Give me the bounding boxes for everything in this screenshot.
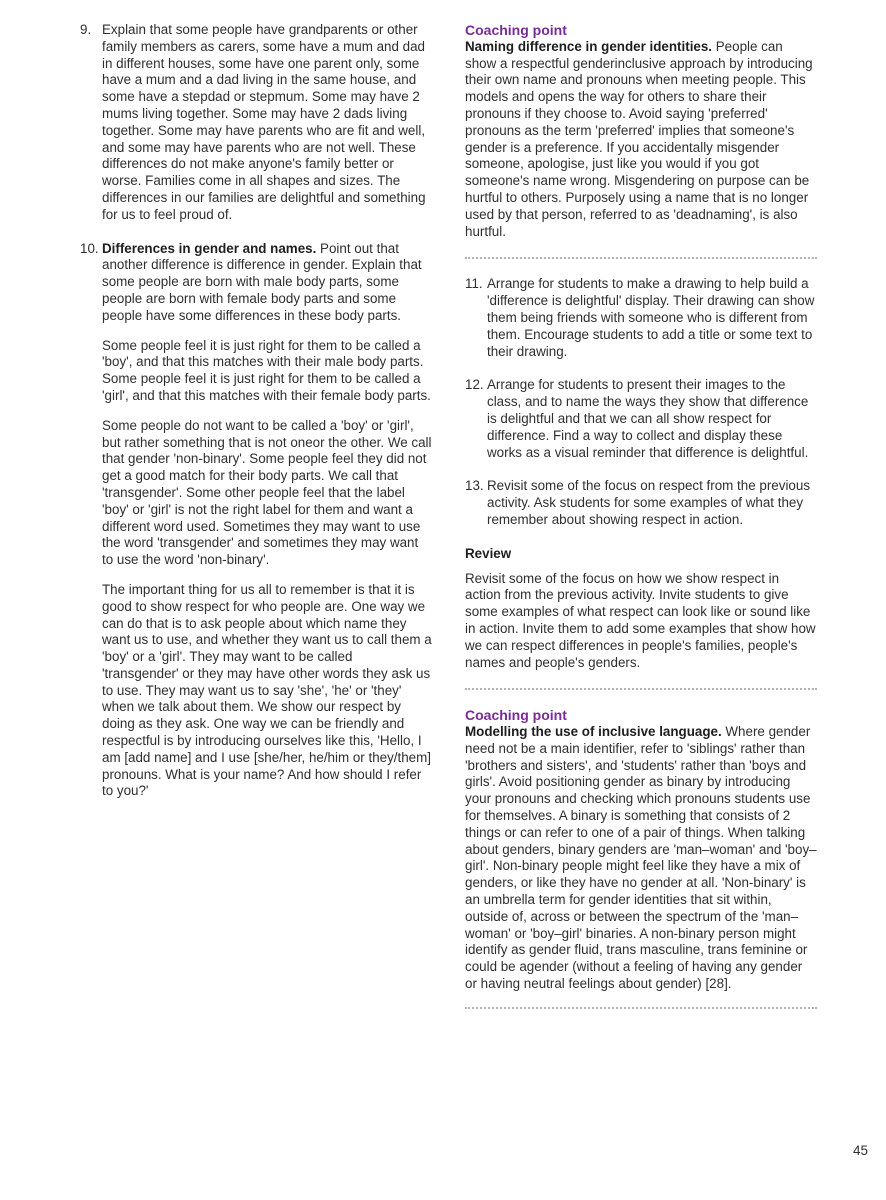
- list-item-11: [465, 276, 817, 360]
- list-item-10: [80, 241, 432, 801]
- item-paragraph-1: [102, 241, 432, 325]
- item-text: Arrange for students to make a drawing to help build a 'difference is delightful' display. Their drawing can show them being friends with someone who is different from them. Encourage students to add a title or some text to their drawing.: [487, 276, 815, 359]
- item-paragraph-3: Some people do not want to be called a 'boy' or 'girl', but rather something that is not oneor the other. We call that gender 'non-binary'. Some people feel they did not get a good match for their body parts. We call that 'transgender'. Some other people feel that the label 'boy' or 'girl' is not the right label for them and want a different word used. Sometimes they may want to use the word 'transgender' and sometimes they may want to use the word 'non-binary'.: [102, 417, 432, 568]
- coaching-point-heading: Naming difference in gender identities.: [465, 38, 713, 54]
- item-number: 12.: [465, 377, 484, 393]
- item-text: Point out that another difference is difference in gender. Explain that some people are born with male body parts, some people are born with female body parts and some people have some differences in these body parts.: [102, 240, 422, 323]
- coaching-point-body: Where gender need not be a main identifier, refer to 'siblings' rather than 'brothers and sisters', and 'students' rather than 'boys and girls'. Avoid positioning gender as binary by introducing your pronouns and checking which pronouns students use for themselves. A binary is something that consists of 2 things or can refer to one of a pair of things. When talking about genders, binary genders are 'man–woman' and 'boy–girl'. Non-binary people might feel like they have a mix of genders, or like they have no gender at all. 'Non-binary' is an umbrella term for gender identities that sit within, outside of, across or between the spectrum of the 'man–woman' or 'boy–girl' binaries. A non-binary person might identify as gender fluid, trans masculine, trans feminine or could be agender (without a feeling of having any gender or having neutral feelings about gender) [28].: [465, 724, 817, 992]
- list-item-13: [465, 478, 817, 528]
- coaching-point-text: [465, 724, 817, 993]
- item-number: 11.: [465, 276, 483, 292]
- left-column: [80, 22, 432, 817]
- coaching-point-title: Coaching point: [465, 707, 567, 724]
- list-item-9: [80, 22, 432, 224]
- page-number: 45: [852, 1143, 868, 1158]
- coaching-point-1: [465, 22, 817, 240]
- item-body: [102, 22, 432, 224]
- item-number: 13.: [465, 478, 484, 494]
- coaching-point-title: Coaching point: [465, 22, 567, 38]
- item-text: Explain that some people have grandparents or other family members as carers, some have a mum and dad in different houses, some have one parent only, some have a mum and a dad living in the same house, and some have a stepdad or stepmum. Some may have 2 mums living together. Some may have 2 dads living together. Some may have parents who are fit and well, and some may have parents who are not well. These differences do not make anyone's family better or worse. Families come in all shapes and sizes. The differences in our families are delightful and something for us to feel proud of.: [102, 22, 426, 222]
- review-text: Revisit some of the focus on how we show respect in action from the previous activity. Invite students to give some examples of what respect can look like or sound like in action. Invite them to add some examples that show how we can respect differences in people's families, people's names and people's genders.: [465, 570, 816, 670]
- list-item-12: [465, 377, 817, 461]
- item-text: Revisit some of the focus on respect from the previous activity. Ask students for some examples of what they remember about showing respect in action.: [487, 478, 811, 527]
- coaching-point-2: [465, 707, 817, 993]
- item-number: 10.: [80, 240, 99, 256]
- coaching-point-text: [465, 39, 817, 241]
- item-paragraph-2: Some people feel it is just right for them to be called a 'boy', and that this matches with their male body parts. Some people feel it is just right for them to be called a 'girl', and that this matches with their female body parts.: [102, 337, 431, 403]
- dotted-divider: [465, 257, 817, 259]
- coaching-point-heading: Modelling the use of inclusive language.: [465, 724, 722, 740]
- review-section: [465, 546, 817, 672]
- coaching-point-body: People can show a respectful genderinclusive approach by introducing their own name and pronouns when meeting people. This models and opens the way for others to share their pronouns if they choose to. Avoid saying 'preferred' pronouns as the term 'preferred' implies that someone's gender is a preference. If you accidentally misgender someone, apologise, just like you would if you got someone's name wrong. Misgendering on purpose can be hurtful to others. Purposely using a name that is no longer used by that person, referred to as 'deadnaming', is also hurtful.: [465, 38, 813, 239]
- item-paragraph-4: The important thing for us all to remember is that it is good to show respect for who people are. One way we can do that is to ask people about which name they want us to use, and whether they want us to call them a 'boy' or a 'girl'. They may want to be called 'transgender' or they may have other words they ask us to use. They may want us to say 'she', 'he' or 'they' when we talk about them. We show our respect by doing as they ask. One way we can be friendly and respectful is by introducing ourselves like this, 'Hello, I am [add name] and I use [she/her, he/him or they/them] pronouns. What is your name? And how should I refer to you?': [102, 581, 432, 799]
- dotted-divider: [465, 1007, 817, 1009]
- item-heading: Differences in gender and names.: [102, 240, 317, 256]
- item-text: Arrange for students to present their images to the class, and to name the ways they show that difference is delightful and that we can all show respect for difference. Find a way to collect and display these works as a visual reminder that difference is delightful.: [487, 377, 809, 460]
- item-number: 9.: [80, 22, 92, 37]
- dotted-divider: [465, 688, 817, 690]
- item-body: [102, 241, 432, 801]
- right-column: [465, 22, 817, 1026]
- review-title: Review: [465, 545, 512, 561]
